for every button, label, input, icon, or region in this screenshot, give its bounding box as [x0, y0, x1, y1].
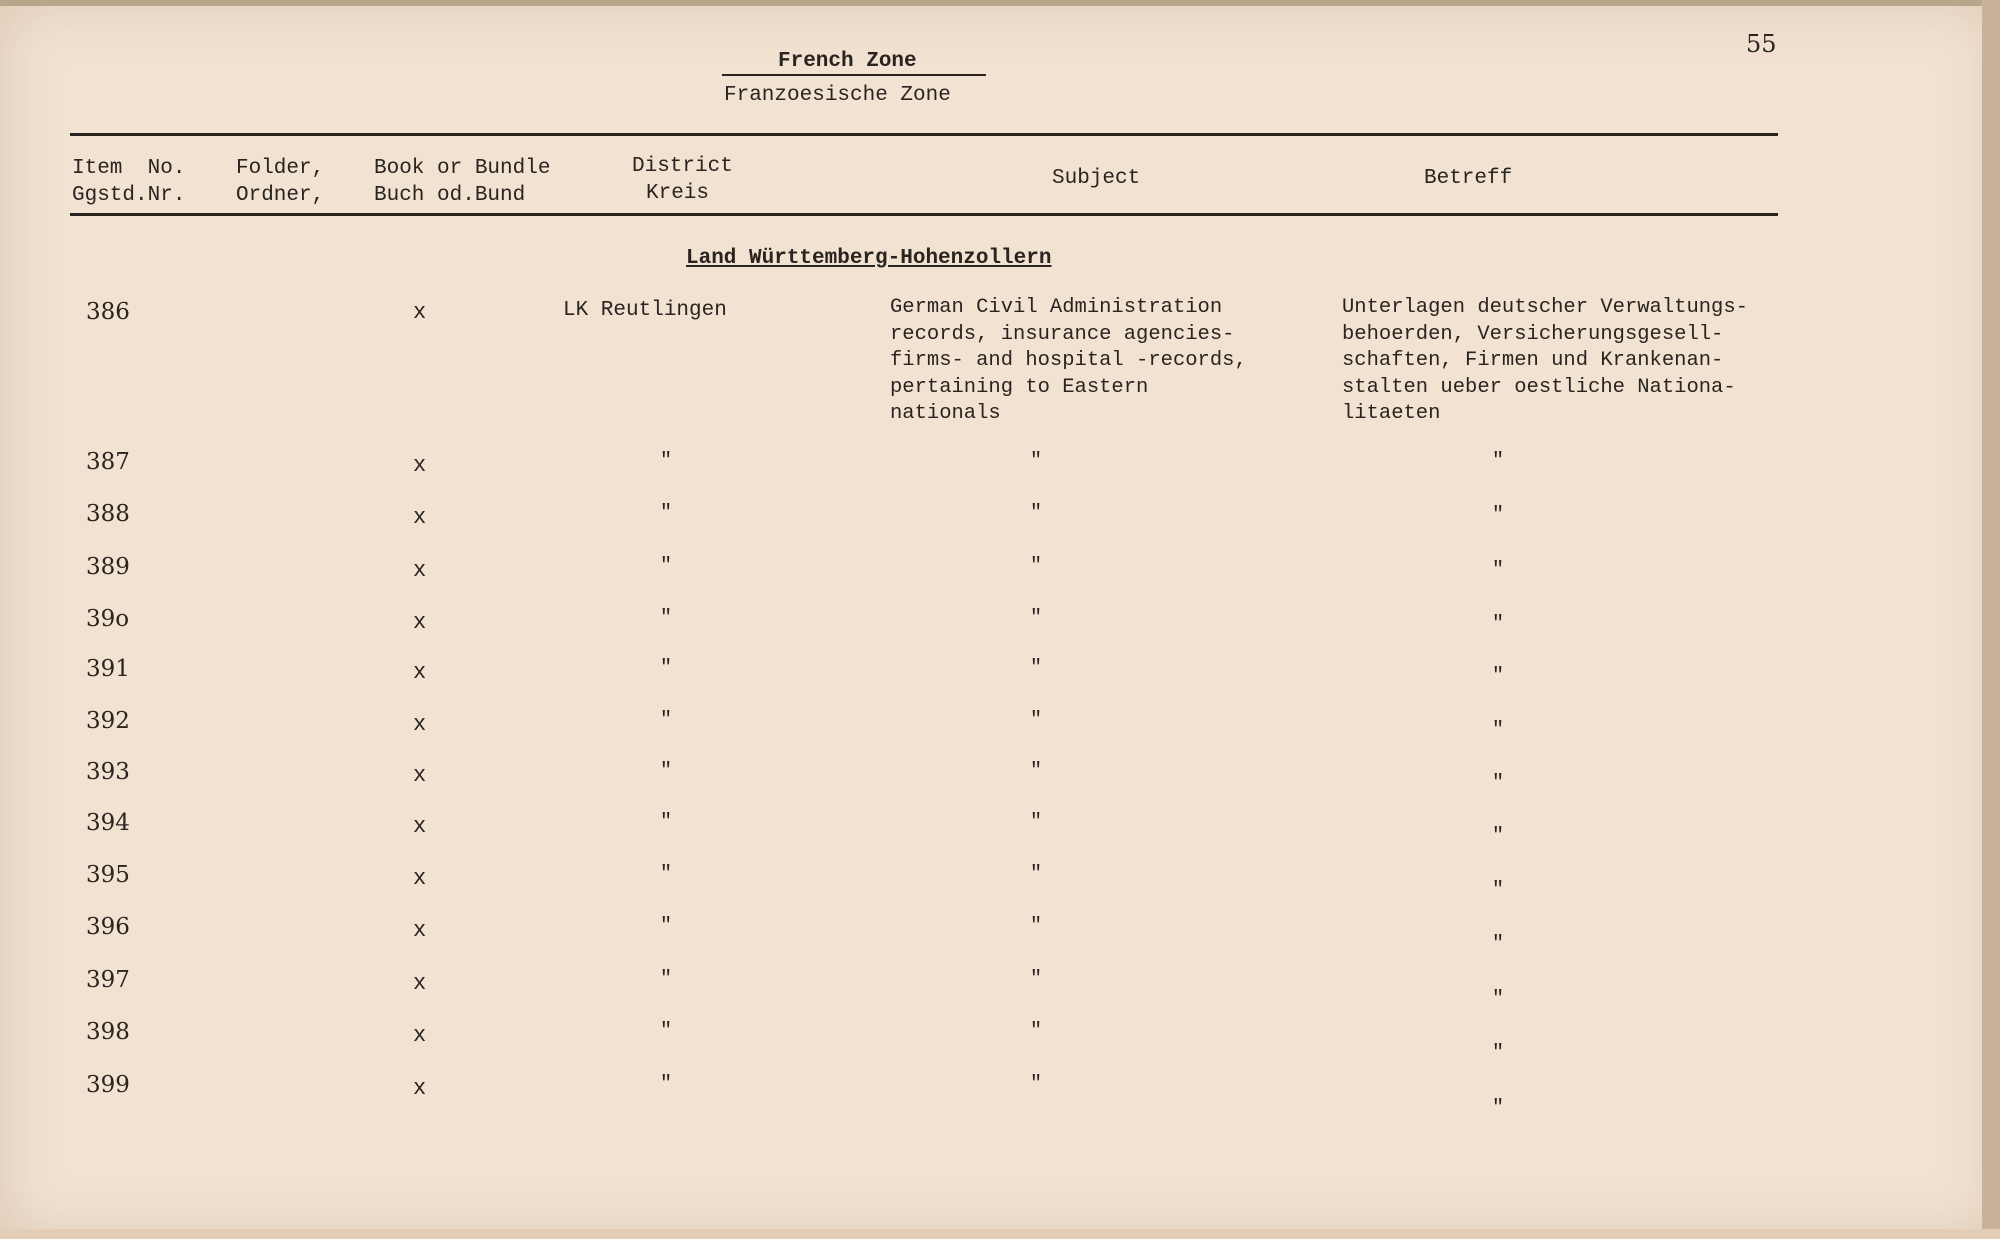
book-mark: x: [413, 558, 427, 583]
subject-ditto: ": [1030, 915, 1043, 938]
betreff-ditto: ": [1492, 450, 1505, 473]
item-number: 391: [86, 656, 130, 682]
subject-ditto: ": [1030, 657, 1043, 680]
header-folder-line2: Ordner,: [236, 184, 325, 207]
header-district-line2: Kreis: [646, 182, 710, 205]
item-number: 397: [86, 967, 130, 993]
subject-ditto: ": [1030, 968, 1043, 991]
book-mark: x: [413, 1023, 427, 1048]
book-mark: x: [413, 763, 427, 788]
header-betreff: Betreff: [1424, 167, 1513, 190]
item-number: 396: [86, 914, 130, 940]
betreff-ditto: ": [1492, 665, 1505, 688]
book-mark: x: [413, 610, 427, 635]
book-mark: x: [413, 1076, 427, 1101]
betreff-ditto: ": [1492, 1097, 1505, 1120]
book-mark: x: [413, 814, 427, 839]
betreff-ditto: ": [1492, 1042, 1505, 1065]
item-number: 398: [86, 1019, 130, 1045]
zone-title-underline: [722, 74, 986, 76]
book-mark: x: [413, 505, 427, 530]
district-ditto: ": [660, 863, 673, 886]
item-number: 389: [86, 554, 130, 580]
zone-subtitle: Franzoesische Zone: [724, 84, 951, 107]
subject-ditto: ": [1030, 863, 1043, 886]
district-ditto: ": [660, 760, 673, 783]
header-subject: Subject: [1052, 167, 1141, 190]
district-ditto: ": [660, 555, 673, 578]
page-number: 55: [1746, 30, 1777, 58]
item-number: 387: [86, 449, 130, 475]
district-ditto: ": [660, 607, 673, 630]
district-ditto: ": [660, 1073, 673, 1096]
district-ditto: ": [660, 709, 673, 732]
subject-ditto: ": [1030, 555, 1043, 578]
district-ditto: ": [660, 502, 673, 525]
subject-cell: German Civil Administration records, insurance agencies- firms- and hospital -records, pertaining to Eastern nationals: [890, 296, 1247, 425]
betreff-ditto: ": [1492, 772, 1505, 795]
book-mark: x: [413, 300, 427, 325]
subject-ditto: ": [1030, 709, 1043, 732]
subject-ditto: ": [1030, 1020, 1043, 1043]
subject-ditto: ": [1030, 811, 1043, 834]
header-book-line1: Book or Bundle: [374, 157, 551, 180]
district-ditto: ": [660, 811, 673, 834]
district-ditto: ": [660, 657, 673, 680]
subject-ditto: ": [1030, 1073, 1043, 1096]
betreff-ditto: ": [1492, 613, 1505, 636]
subject-ditto: ": [1030, 502, 1043, 525]
district-ditto: ": [660, 450, 673, 473]
district-ditto: ": [660, 915, 673, 938]
item-number: 392: [86, 708, 130, 734]
item-number: 388: [86, 501, 130, 527]
header-item-line1: Item No.: [72, 157, 186, 180]
book-mark: x: [413, 453, 427, 478]
page-edge-top: [0, 0, 2000, 6]
book-mark: x: [413, 866, 427, 891]
subject-ditto: ": [1030, 607, 1043, 630]
header-bottom-rule: [70, 213, 1778, 216]
betreff-cell: Unterlagen deutscher Verwaltungs- behoerden, Versicherungsgesell- schaften, Firmen und Krankenan- stalten ueber oestliche Nationa- litaeten: [1342, 296, 1748, 425]
book-mark: x: [413, 971, 427, 996]
betreff-ditto: ": [1492, 879, 1505, 902]
item-number: 39o: [86, 606, 130, 632]
header-book-line2: Buch od.Bund: [374, 184, 526, 207]
section-heading: Land Württemberg-Hohenzollern: [686, 247, 1052, 270]
item-number: 386: [86, 299, 130, 325]
subject-ditto: ": [1030, 450, 1043, 473]
betreff-ditto: ": [1492, 719, 1505, 742]
header-top-rule: [70, 133, 1778, 136]
book-mark: x: [413, 660, 427, 685]
betreff-ditto: ": [1492, 825, 1505, 848]
item-number: 399: [86, 1072, 130, 1098]
header-item-line2: Ggstd.Nr.: [72, 184, 186, 207]
district-cell: LK Reutlingen: [563, 299, 727, 322]
betreff-ditto: ": [1492, 504, 1505, 527]
page-edge-bottom: [0, 1229, 2000, 1239]
header-district-line1: District: [632, 155, 733, 178]
item-number: 395: [86, 862, 130, 888]
district-ditto: ": [660, 1020, 673, 1043]
item-number: 393: [86, 759, 130, 785]
district-ditto: ": [660, 968, 673, 991]
page-edge-right: [1982, 0, 2000, 1239]
zone-title: French Zone: [778, 50, 917, 73]
betreff-ditto: ": [1492, 559, 1505, 582]
book-mark: x: [413, 918, 427, 943]
betreff-ditto: ": [1492, 988, 1505, 1011]
subject-ditto: ": [1030, 760, 1043, 783]
book-mark: x: [413, 712, 427, 737]
betreff-ditto: ": [1492, 933, 1505, 956]
header-folder-line1: Folder,: [236, 157, 325, 180]
item-number: 394: [86, 810, 130, 836]
